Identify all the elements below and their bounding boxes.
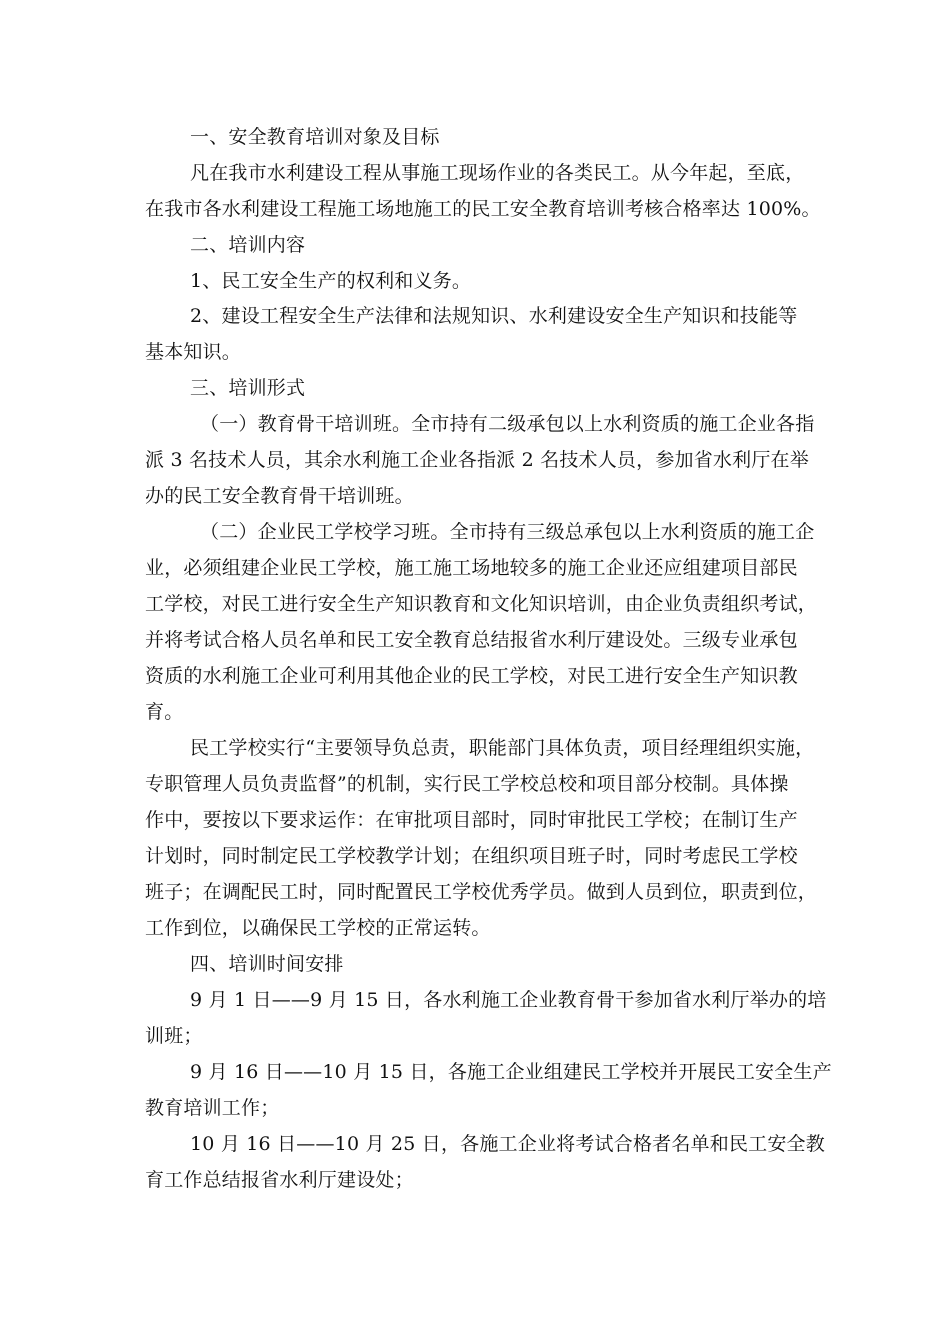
paragraph-line: 计划时，同时制定民工学校教学计划；在组织项目班子时，同时考虑民工学校 [145,845,798,867]
paragraph-line: 工作到位，以确保民工学校的正常运转。 [145,917,491,939]
paragraph-line: 教育培训工作； [145,1097,280,1119]
paragraph-line: 并将考试合格人员名单和民工安全教育总结报省水利厅建设处。三级专业承包 [145,629,798,651]
paragraph-line: 训班； [145,1025,203,1047]
list-item: 1、民工安全生产的权利和义务。 [190,270,472,292]
paragraph-line: （二）企业民工学校学习班。全市持有三级总承包以上水利资质的施工企 [200,521,815,543]
paragraph-line: 办的民工安全教育骨干培训班。 [145,485,414,507]
section-heading-1: 一、安全教育培训对象及目标 [190,126,440,148]
section-heading-2: 二、培训内容 [190,234,306,256]
paragraph-line: 工学校，对民工进行安全生产知识教育和文化知识培训，由企业负责组织考试， [145,593,818,615]
paragraph-line: 作中，要按以下要求运作：在审批项目部时，同时审批民工学校；在制订生产 [145,809,798,831]
paragraph-line: 专职管理人员负责监督”的机制，实行民工学校总校和项目部分校制。具体操 [145,773,789,795]
list-item: 2、建设工程安全生产法律和法规知识、水利建设安全生产知识和技能等 [190,305,798,327]
section-heading-3: 三、培训形式 [190,377,306,399]
paragraph-line: 资质的水利施工企业可利用其他企业的民工学校，对民工进行安全生产知识教 [145,665,798,687]
paragraph-line: 育。 [145,701,184,723]
paragraph-line: 基本知识。 [145,341,242,363]
paragraph-line: 凡在我市水利建设工程从事施工现场作业的各类民工。从今年起，至底， [190,162,805,184]
paragraph-line: 班子；在调配民工时，同时配置民工学校优秀学员。做到人员到位，职责到位， [145,881,818,903]
paragraph-line: 在我市各水利建设工程施工场地施工的民工安全教育培训考核合格率达 100%。 [145,198,821,220]
schedule-item: 9 月 1 日——9 月 15 日，各水利施工企业教育骨干参加省水利厅举办的培 [190,989,827,1011]
paragraph-line: 民工学校实行“主要领导负总责，职能部门具体负责，项目经理组织实施， [190,737,815,759]
paragraph-line: （一）教育骨干培训班。全市持有二级承包以上水利资质的施工企业各指 [200,413,815,435]
paragraph-line: 育工作总结报省水利厅建设处； [145,1169,414,1191]
paragraph-line: 派 3 名技术人员，其余水利施工企业各指派 2 名技术人员，参加省水利厅在举 [145,449,809,471]
section-heading-4: 四、培训时间安排 [190,953,344,975]
schedule-item: 10 月 16 日——10 月 25 日，各施工企业将考试合格者名单和民工安全教 [190,1133,825,1155]
schedule-item: 9 月 16 日——10 月 15 日，各施工企业组建民工学校并开展民工安全生产 [190,1061,832,1083]
paragraph-line: 业，必须组建企业民工学校，施工施工场地较多的施工企业还应组建项目部民 [145,557,798,579]
